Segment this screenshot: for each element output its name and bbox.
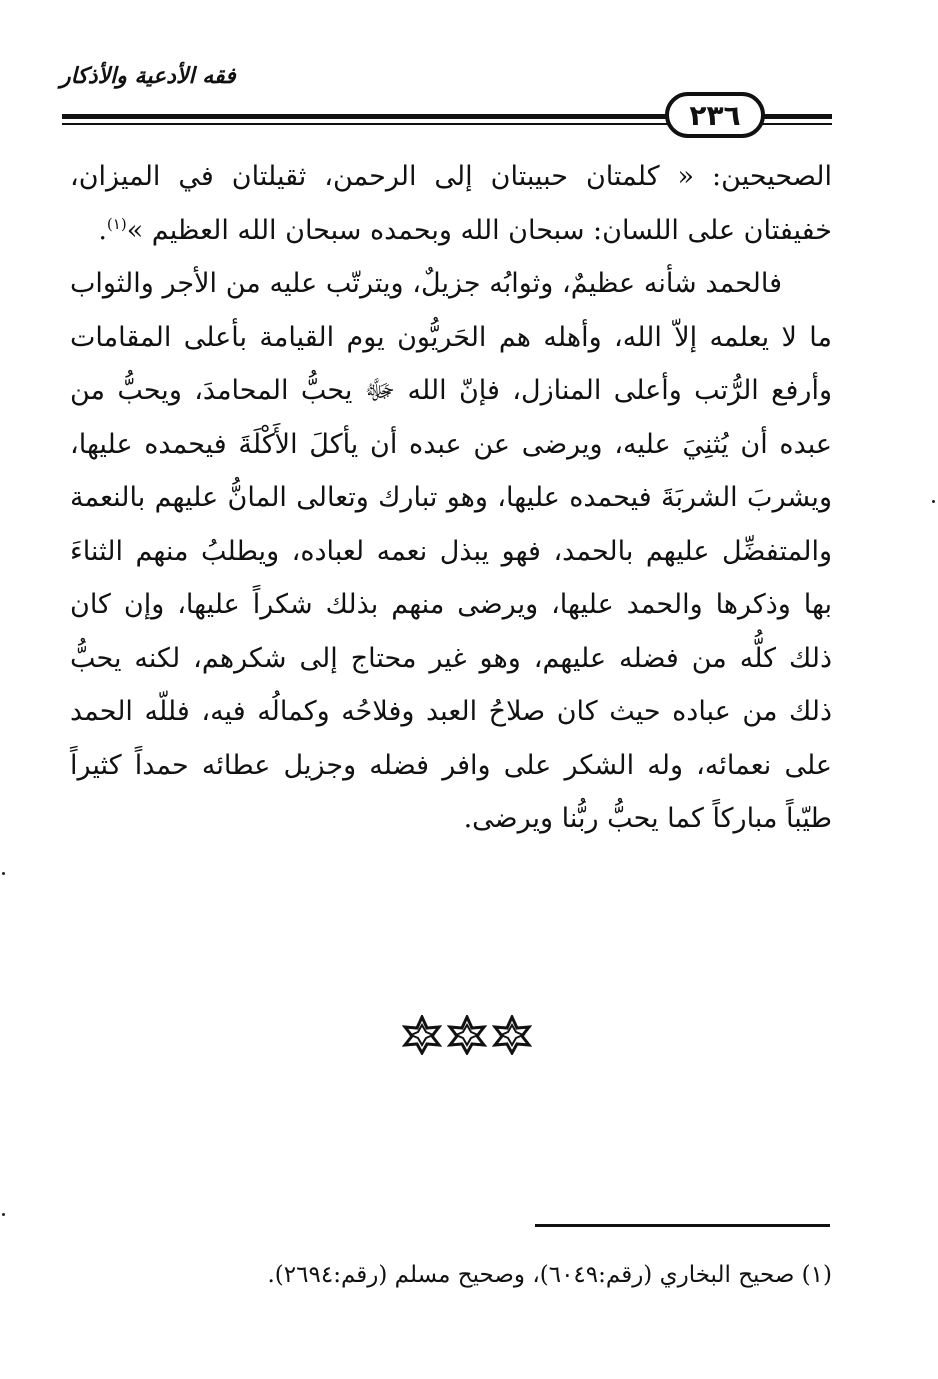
star-ornament-icon (402, 1015, 442, 1055)
main-text (70, 150, 832, 846)
section-ornament (402, 1015, 532, 1057)
footnote-reference[interactable]: (١) (106, 214, 127, 233)
scan-speck (932, 500, 935, 503)
running-title: فقه الأدعية والأذكار (60, 64, 236, 89)
star-ornament-icon (447, 1015, 487, 1055)
paragraph-1-text: الصحيحين: « كلمتان حبيبتان إلى الرحمن، ثقيلتان في الميزان، خفيفتان على اللسان: سبحان الله وبحمده سبحان الله العظيم » (70, 161, 832, 246)
paragraph-1-end: . (98, 214, 107, 246)
paragraph-quote (70, 150, 832, 257)
star-ornament-icon (492, 1015, 532, 1055)
footnote: (١) صحيح البخاري (رقم:٦٠٤٩)، وصحيح مسلم (رقم:٢٦٩٤). (267, 1262, 832, 1288)
scan-speck (2, 872, 5, 875)
page-number: ٢٣٦ (665, 92, 765, 138)
paragraph-praise: فالحمد شأنه عظيمٌ، وثوابُه جزيلٌ، ويترتّب عليه من الأجر والثواب ما لا يعلمه إلاّ الله، وأهله هم الحَريُّون يوم القيامة بأعلى المقامات وأرفع الرُّتب وأعلى المنازل، فإنّ الله ﷻ يحبُّ المحامدَ، ويحبُّ من عبده أن يُثنِيَ عليه، ويرضى عن عبده أن يأكلَ الأَكْلَةَ فيحمده عليها، ويشربَ الشربَةَ فيحمده عليها، وهو تبارك وتعالى المانُّ عليهم بالنعمة والمتفضِّل عليهم بالحمد، فهو يبذل نعمه لعباده، ويطلبُ منهم الثناءَ بها وذكرها والحمد عليها، ويرضى منهم بذلك شكراً عليها، وإن كان ذلك كلُّه من فضله عليهم، وهو غير محتاج إلى شكرهم، لكنه يحبُّ ذلك من عباده حيث كان صلاحُ العبد وفلاحُه وكمالُه فيه، فللّه الحمد على نعمائه، وله الشكر على وافر فضله وجزيل عطائه حمداً كثيراً طيّباً مباركاً كما يحبُّ ربُّنا ويرضى. (70, 268, 832, 834)
scan-speck (2, 1213, 5, 1216)
footnote-separator (535, 1224, 830, 1227)
